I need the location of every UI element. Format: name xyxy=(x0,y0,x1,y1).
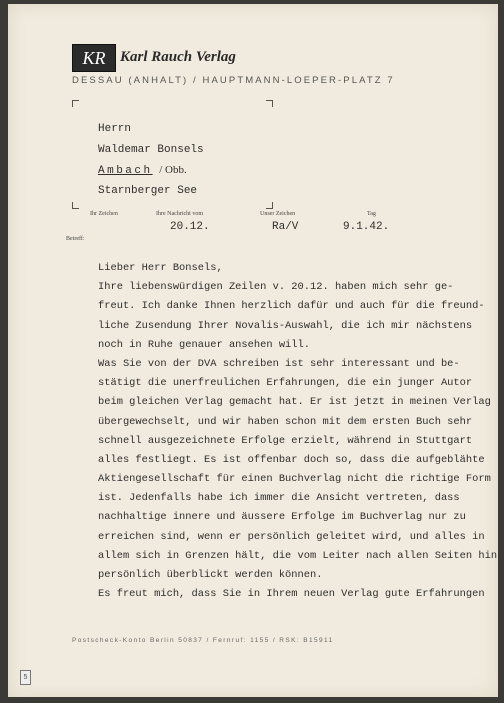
unser-zeichen-value: Ra/V xyxy=(272,221,299,233)
publisher-address: DESSAU (ANHALT) / HAUPTMANN-LOEPER-PLATZ 7 xyxy=(72,75,395,86)
letter-line: Aktiengesellschaft für einen Buchverlag nicht die richtige Form xyxy=(98,473,491,486)
letter-line: persönlich überblickt werden können. xyxy=(98,569,323,581)
label-ihr-zeichen: Ihr Zeichen xyxy=(90,211,118,217)
letter-greeting: Lieber Herr Bonsels, xyxy=(98,262,223,274)
publisher-name: Karl Rauch Verlag xyxy=(120,49,236,65)
letter-line: Es freut mich, dass Sie in Ihrem neuen Verlag gute Erfahrungen xyxy=(98,588,485,601)
label-unser-zeichen: Unser Zeichen xyxy=(260,211,296,217)
letter-line: liche Zusendung Ihrer Novalis-Auswahl, die ich mir nächstens xyxy=(98,319,473,332)
address-window-corner xyxy=(266,100,273,107)
address-window-corner xyxy=(72,202,79,209)
label-ihre-nachricht: Ihre Nachricht vom xyxy=(156,211,203,217)
letter-line: schnell ausgezeichnete Erfolge erzielt, während in Stuttgart xyxy=(98,434,473,447)
recipient-town: Ambach xyxy=(98,165,153,177)
letter-line: erreichen sind, wenn er persönlich geleitet wird, und alles in xyxy=(98,530,485,543)
label-tag: Tag xyxy=(367,211,376,217)
letter-line: noch in Ruhe genauer ansehen will. xyxy=(98,338,311,351)
recipient-name: Waldemar Bonsels xyxy=(98,143,204,156)
letter-line: Ihre liebenswürdigen Zeilen v. 20.12. haben mich sehr ge- xyxy=(98,281,454,294)
letter-line: freut. Ich danke Ihnen herzlich dafür und auch für die freund- xyxy=(98,300,485,313)
ihre-nachricht-value: 20.12. xyxy=(170,221,210,233)
letter-line: ist. Jedenfalls habe ich immer die Ansicht vertreten, dass xyxy=(98,492,460,505)
letter-page xyxy=(8,4,498,697)
recipient-lake: Starnberger See xyxy=(98,184,198,197)
letter-line: Was Sie von der DVA schreiben ist sehr interessant und be- xyxy=(98,357,460,370)
recipient-town-line xyxy=(98,160,204,181)
recipient-salutation: Herrn xyxy=(98,123,132,135)
letter-line: nachhaltige innere und äussere Erfolge im Buchverlag nur zu xyxy=(98,511,466,524)
letter-line: stätigt die unerfreulichen Erfahrungen, die ein junger Autor xyxy=(98,377,473,390)
label-betreff: Betreff: xyxy=(66,236,85,242)
footer-bank-details: Postscheck-Konto Berlin 50837 / Fernruf: 1155 / RSK: B15911 xyxy=(72,637,334,644)
date-value: 9.1.42. xyxy=(343,221,390,233)
letter-line: alles festliegt. Es ist offenbar doch so, dass die aufgeblähte xyxy=(98,453,485,466)
address-window-corner xyxy=(72,100,79,107)
letter-body xyxy=(98,259,498,604)
archive-tab: 5 xyxy=(20,670,31,685)
letter-line: übergewechselt, und wir haben schon mit dem ersten Buch sehr xyxy=(98,415,473,428)
publisher-logo: KR xyxy=(72,44,116,72)
letter-line: beim gleichen Verlag gemacht hat. Er ist jetzt in meinen Verlag xyxy=(98,396,491,409)
letter-line: allem sich in Grenzen hält, die vom Leiter nach allen Seiten hin xyxy=(98,549,498,562)
recipient-region: / Obb. xyxy=(159,164,187,176)
address-window-corner xyxy=(266,202,273,209)
recipient-block xyxy=(98,119,204,201)
